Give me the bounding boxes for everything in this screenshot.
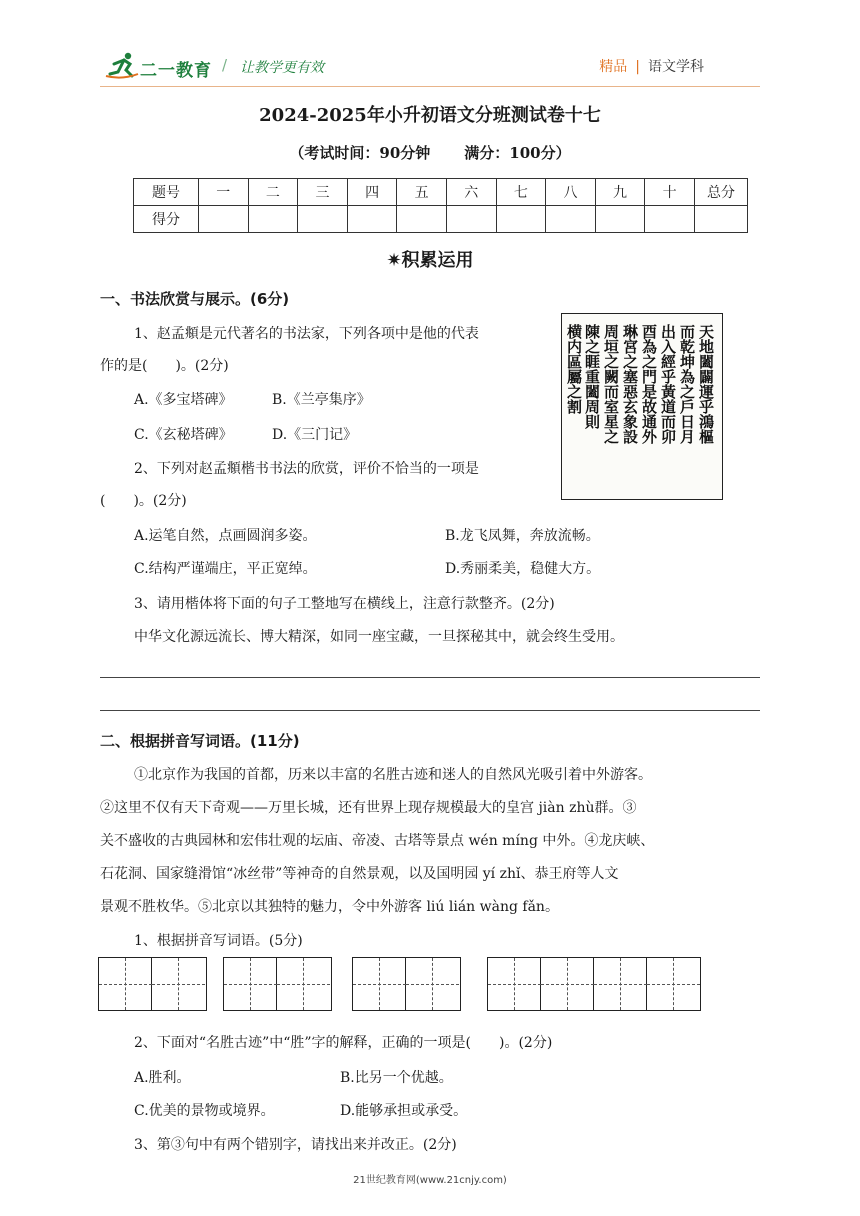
score-input-cell[interactable] [347,206,397,233]
question-text: 3、第③句中有两个错别字，请找出来并改正。(2分) [134,1137,457,1153]
grid-cell[interactable] [224,958,277,1010]
calligraphy-column: 出入經乎黃道而卯 [659,324,677,444]
calligraphy-column: 琳宮之塞惡玄象設 [621,324,639,444]
footer-source: 21世纪教育网(www.21cnjy.com) [353,1175,507,1186]
question-text: 3、请用楷体将下面的句子工整地写在横线上，注意行款整齐。(2分) [134,596,555,612]
score-input-cell[interactable] [397,206,447,233]
option-a[interactable]: A.《多宝塔碑》 [134,392,233,408]
option-d[interactable]: D.《三门记》 [272,427,358,443]
question-text: ( )。(2分) [100,493,187,509]
table-cell: 八 [546,179,596,206]
option-a[interactable]: A.胜利。 [134,1070,191,1086]
option-c[interactable]: C.优美的景物或境界。 [134,1103,275,1119]
table-cell: 一 [199,179,249,206]
option-c[interactable]: C.结构严谨端庄，平正宽绰。 [134,561,317,577]
calligraphy-column: 陳之睚重闔周則 [583,324,601,429]
header-divider [100,86,760,87]
question-text: 2、下列对赵孟頫楷书书法的欣赏，评价不恰当的一项是 [134,461,479,477]
calligraphy-column: 周垣之闕而室星之 [602,324,620,444]
writing-grid[interactable] [352,957,461,1011]
score-input-cell[interactable] [595,206,645,233]
table-cell: 六 [446,179,496,206]
grid-cell[interactable] [99,958,152,1010]
score-input-cell[interactable] [199,206,249,233]
option-b[interactable]: B.比另一个优越。 [340,1070,453,1086]
score-input-cell[interactable] [446,206,496,233]
table-cell: 得分 [134,206,199,233]
calligraphy-column: 而乾坤為之戶日月 [678,324,696,444]
calligraphy-column: 天地闔闢運乎鴻樞 [697,324,715,444]
score-table [133,178,748,233]
table-cell: 七 [496,179,546,206]
grid-cell[interactable] [406,958,459,1010]
question-text: 1、赵孟頫是元代著名的书法家，下列各项中是他的代表 [134,326,479,342]
table-cell: 九 [595,179,645,206]
passage-line: ②这里不仅有天下奇观——万里长城，还有世界上现存规模最大的皇宫 jiàn zhù群。③ [100,800,637,816]
quality-label: 精品 [599,59,628,75]
header-separator: | [635,59,640,75]
calligraphy-column: 酉為之門是故通外 [640,324,658,444]
writing-grid[interactable] [223,957,332,1011]
score-table-score-row [134,206,748,233]
brand-slogan: 让教学更有效 [240,60,324,76]
passage-line: ①北京作为我国的首都，历来以丰富的名胜古迹和迷人的自然风光吸引着中外游客。 [134,767,652,783]
score-input-cell[interactable] [645,206,695,233]
brand-logo [104,50,324,80]
brand-name: 二一教育 [140,61,212,81]
score-input-cell[interactable] [298,206,348,233]
table-cell: 五 [397,179,447,206]
page-title: 2024-2025年小升初语文分班测试卷十七 [259,105,601,126]
option-d[interactable]: D.秀丽柔美，稳健大方。 [445,561,601,577]
subject-label: 语文学科 [648,59,704,75]
grid-cell[interactable] [277,958,330,1010]
exam-full-score: 满分：100分） [464,144,571,162]
calligraphy-column: 横内區屬之割 [565,324,583,414]
option-c[interactable]: C.《玄秘塔碑》 [134,427,233,443]
score-table-header-row [134,179,748,206]
section-heading: ✷积累运用 [386,250,474,271]
table-cell: 总分 [695,179,748,206]
score-input-cell[interactable] [695,206,748,233]
table-cell: 三 [298,179,348,206]
table-cell: 十 [645,179,695,206]
question-text: 2、下面对“名胜古迹”中“胜”字的解释，正确的一项是( )。(2分) [134,1035,553,1051]
answer-line[interactable] [100,677,760,678]
grid-cell[interactable] [488,958,541,1010]
option-a[interactable]: A.运笔自然，点画圆润多姿。 [134,528,317,544]
writing-grid[interactable] [487,957,701,1011]
runner-logo-icon [104,50,140,80]
answer-line[interactable] [100,710,760,711]
grid-cell[interactable] [647,958,700,1010]
option-b[interactable]: B.龙飞凤舞，奔放流畅。 [445,528,600,544]
writing-grid[interactable] [98,957,207,1011]
grid-cell[interactable] [541,958,594,1010]
table-cell: 四 [347,179,397,206]
grid-cell[interactable] [594,958,647,1010]
header-subject [599,56,704,76]
table-cell: 二 [248,179,298,206]
option-b[interactable]: B.《兰亭集序》 [272,392,371,408]
slogan-separator: / [222,56,228,74]
exam-info [0,142,860,163]
passage-line: 石花洞、国家缝滑馆“冰丝带”等神奇的自然景观，以及国明园 yí zhǐ、恭王府等人文 [100,866,619,882]
calligraphy-sentence: 中华文化源远流长、博大精深，如同一座宝藏，一旦探秘其中，就会终生受用。 [134,629,624,645]
score-input-cell[interactable] [496,206,546,233]
option-d[interactable]: D.能够承担或承受。 [340,1103,468,1119]
grid-cell[interactable] [152,958,205,1010]
passage-line: 关不盛收的古典园林和宏伟壮观的坛庙、帝凌、古塔等景点 wén míng 中外。④龙庆峡、 [100,833,655,849]
part2-title: 二、根据拼音写词语。(11分) [100,732,300,750]
exam-time: （考试时间：90分钟 [289,144,431,162]
part1-title: 一、书法欣赏与展示。(6分) [100,290,290,308]
passage-line: 景观不胜枚华。⑤北京以其独特的魅力，令中外游客 liú lián wàng fǎn。 [100,899,559,915]
table-cell: 题号 [134,179,199,206]
score-input-cell[interactable] [248,206,298,233]
calligraphy-image [561,313,723,500]
grid-cell[interactable] [353,958,406,1010]
score-input-cell[interactable] [546,206,596,233]
question-text: 1、根据拼音写词语。(5分) [134,933,303,949]
question-text: 作的是( )。(2分) [100,358,229,374]
